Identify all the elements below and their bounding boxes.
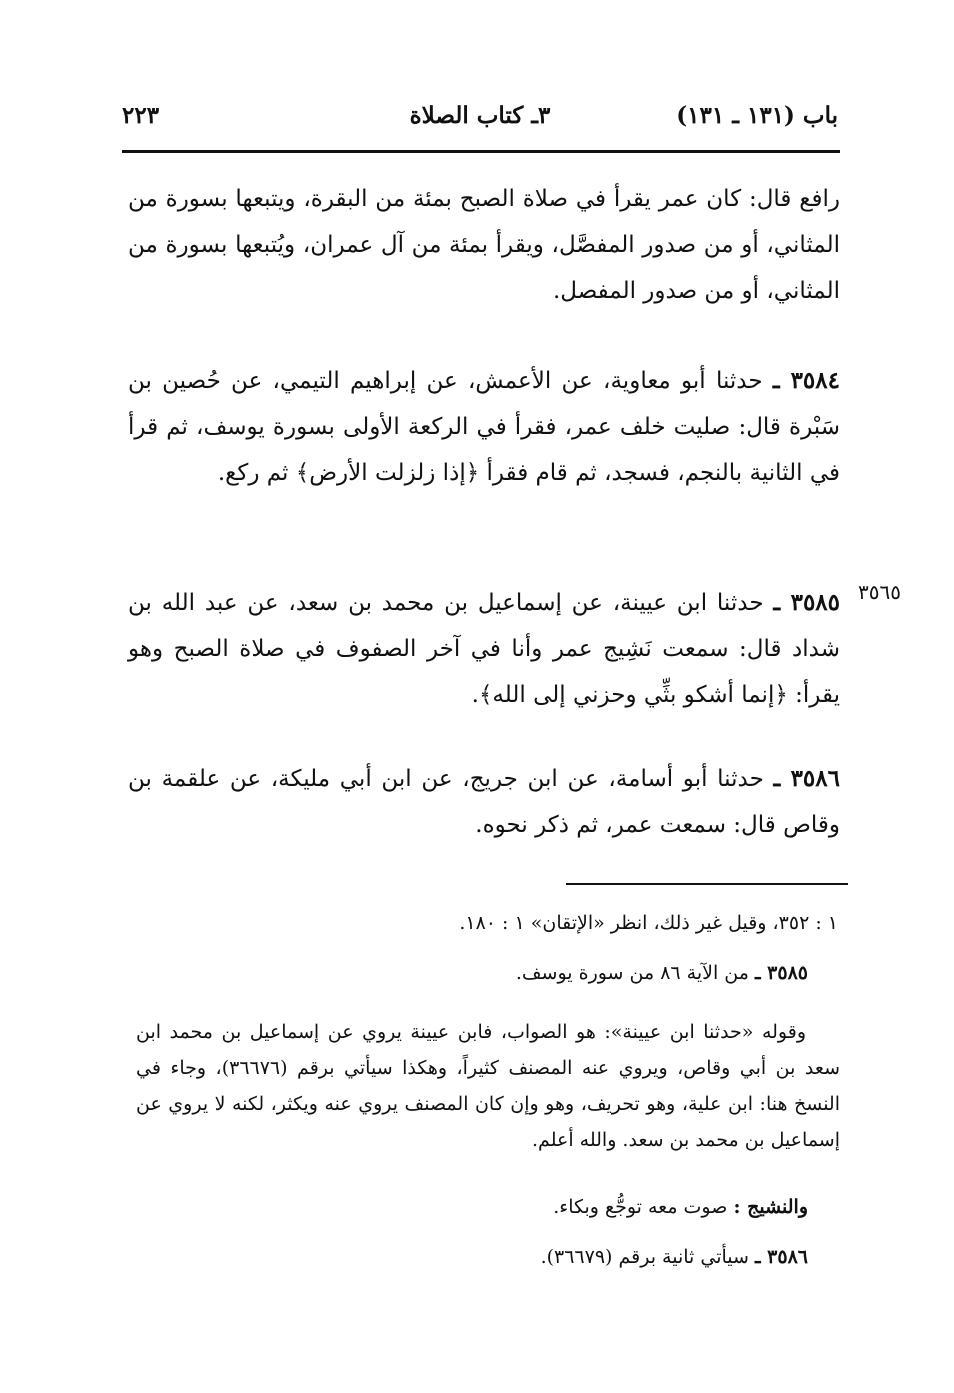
paragraph-continuation: رافع قال: كان عمر يقرأ في صلاة الصبح بمئة من البقرة، ويتبعها بسورة من المثاني، أو من صدور المفصَّل، ويقرأ بمئة من آل عمران، ويُتبعها بسورة من المثاني، أو من صدور المفصل. (128, 186, 840, 304)
hadith-3586 (128, 756, 840, 848)
footnote-text: سيأتي ثانية برقم (٣٦٦٧٩). (540, 1246, 749, 1268)
hadith-number: ٣٥٨٤ ـ (772, 367, 840, 394)
book-title: ٣ـ كتاب الصلاة (409, 102, 551, 129)
hadith-number: ٣٥٨٥ ـ (773, 589, 841, 616)
hadith-text: حدثنا ابن عيينة، عن إسماعيل بن محمد بن سعد، عن عبد الله بن شداد قال: سمعت نَشِيج عمر وأنا في آخر الصفوف في صلاة الصبح وهو يقرأ: ﴿إنما أشكو بثِّي وحزني إلى الله﴾. (128, 590, 840, 708)
footnote-nashij (553, 1196, 808, 1218)
footnote-number: ٣٥٨٥ ـ (754, 962, 808, 984)
definition-text: صوت معه توجُّع وبكاء. (553, 1196, 728, 1218)
chapter-range: باب (١٣١ ـ ١٣١) (676, 102, 838, 129)
page-number: ٢٢٣ (122, 102, 160, 129)
hadith-3585 (128, 580, 840, 718)
hadith-number: ٣٥٨٦ ـ (773, 765, 840, 792)
footnote-3586 (541, 1246, 808, 1268)
margin-reference: ٣٥٦٥ (858, 580, 901, 604)
footnote-line-1: ١ : ٣٥٢، وقيل غير ذلك، انظر «الإتقان» ١ : ١٨٠. (459, 912, 838, 934)
header-rule (122, 150, 840, 153)
running-header (122, 96, 838, 142)
hadith-text: حدثنا أبو أسامة، عن ابن جريج، عن ابن أبي مليكة، عن علقمة بن وقاص قال: سمعت عمر، ثم ذكر نحوه. (128, 766, 840, 838)
footnote-text: من الآية ٨٦ من سورة يوسف. (515, 962, 749, 984)
footnote-number: ٣٥٨٦ ـ (754, 1246, 808, 1268)
definition-term: والنشيج : (733, 1196, 808, 1218)
footnote-3585 (516, 962, 808, 984)
footnote-paragraph: وقوله «حدثنا ابن عيينة»: هو الصواب، فابن عيينة يروي عن إسماعيل بن محمد ابن سعد بن أبي وقاص، ويروي عنه المصنف كثيراً، وهكذا سيأتي برقم (٣٦٦٧٦)، وجاء في النسخ هنا: ابن علية، وهو تحريف، وهو وإن كان المصنف يروي عنه ويكثر، لكنه لا يروي عن إسماعيل بن محمد بن سعد. والله أعلم. (136, 1021, 840, 1151)
hadith-3584 (128, 358, 840, 496)
footnote-rule (566, 883, 848, 885)
hadith-text: حدثنا أبو معاوية، عن الأعمش، عن إبراهيم التيمي، عن حُصين بن سَبْرة قال: صليت خلف عمر، فقرأ في الركعة الأولى بسورة يوسف، ثم قرأ في الثانية بالنجم، فسجد، ثم قام فقرأ ﴿إذا زلزلت الأرض﴾ ثم ركع. (128, 368, 840, 486)
